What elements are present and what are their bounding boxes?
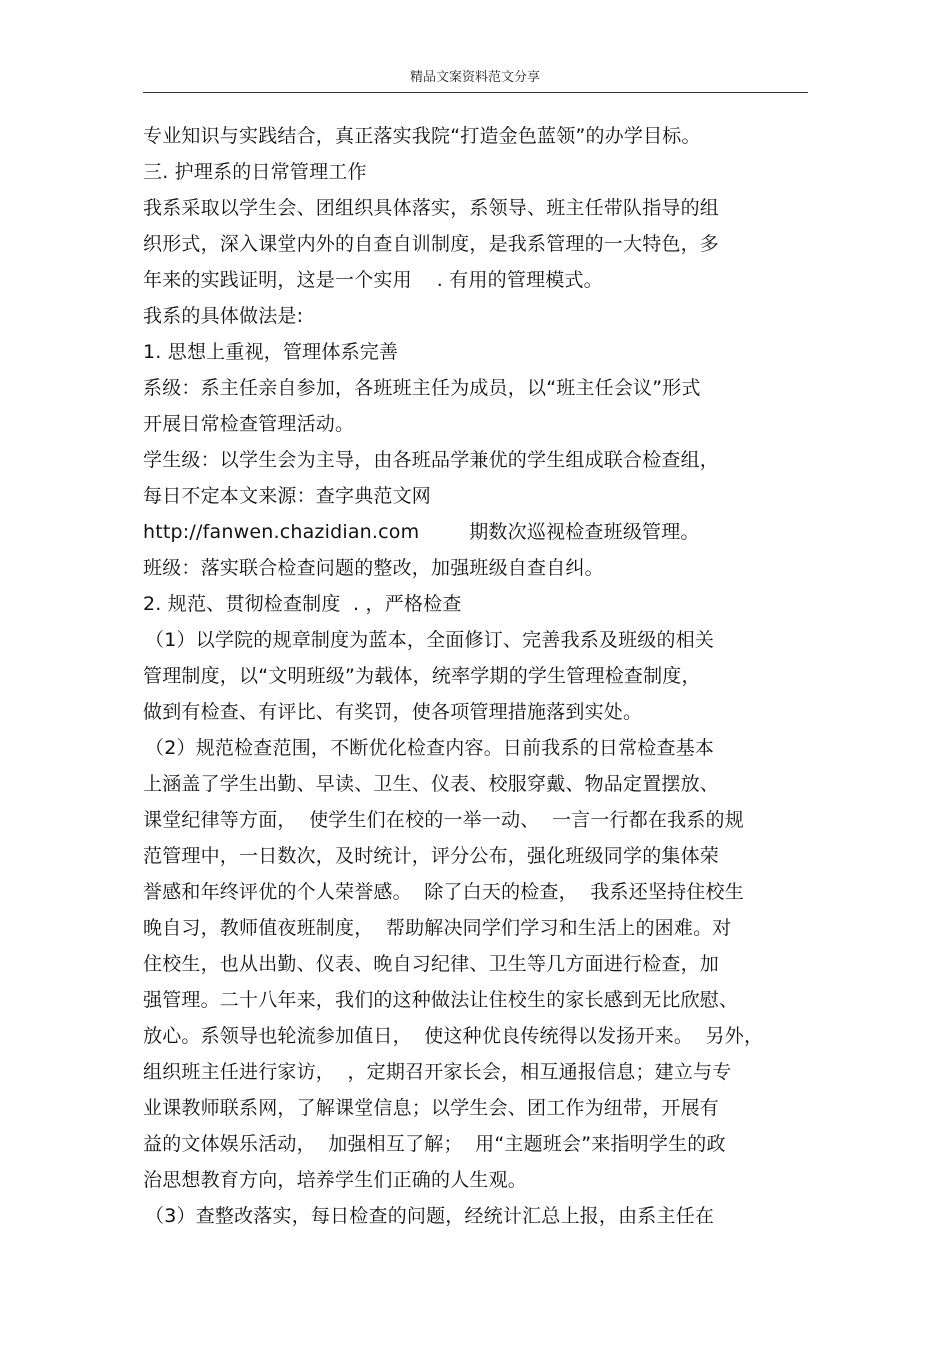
header-divider [143,92,808,93]
section-heading: 三. 护理系的日常管理工作 [143,161,367,183]
text-line: 班级：落实联合检查问题的整改，加强班级自查自纠。 [143,557,604,579]
text-line: 上涵盖了学生出勤、早读、卫生、仪表、校服穿戴、物品定置摆放、 [143,773,720,795]
text-line: 年来的实践证明，这是一个实用 . 有用的管理模式。 [143,269,603,291]
text-line: 誉感和年终评优的个人荣誉感。 除了白天的检查， 我系还坚持住校生 [143,881,744,903]
text-line: 放心。系领导也轮流参加值日， 使这种优良传统得以发扬开来。 另外， [143,1025,764,1047]
text-line: 范管理中，一日数次，及时统计，评分公布，强化班级同学的集体荣 [143,845,720,867]
text-line: 做到有检查、有评比、有奖罚，使各项管理措施落到实处。 [143,701,643,723]
text-line: 学生级：以学生会为主导，由各班品学兼优的学生组成联合检查组， [143,449,720,471]
text-line: 每日不定本文来源：查字典范文网 [143,485,432,507]
text-line: 我系的具体做法是: [143,305,304,327]
text-line: 专业知识与实践结合，真正落实我院“打造金色蓝领”的办学目标。 [143,125,701,147]
text-line: 治思想教育方向，培养学生们正确的人生观。 [143,1169,528,1191]
page-header-title: 精品文案资料范文分享 [409,70,540,85]
subsection-heading: 2. 规范、贯彻检查制度 . ，严格检查 [143,593,462,615]
text-line: 益的文体娱乐活动， 加强相互了解； 用“主题班会”来指明学生的政 [143,1133,726,1155]
text-line: 晚自习，教师值夜班制度， 帮助解决同学们学习和生活上的困难。对 [143,917,732,939]
text-line: 课堂纪律等方面， 使学生们在校的一举一动、 一言一行都在我系的规 [143,809,744,831]
text-line: （3）查整改落实，每日检查的问题，经统计汇总上报，由系主任在 [145,1205,715,1227]
text-line: 管理制度，以“文明班级”为载体，统率学期的学生管理检查制度， [143,665,701,687]
text-line: 住校生，也从出勤、仪表、晚自习纪律、卫生等几方面进行检查，加 [143,953,720,975]
document-body [143,118,823,1234]
text-line: 系级：系主任亲自参加，各班班主任为成员，以“班主任会议”形式 [143,377,701,399]
text-line: 织形式，深入课堂内外的自查自训制度，是我系管理的一大特色，多 [143,233,720,255]
text-line: （1）以学院的规章制度为蓝本，全面修订、完善我系及班级的相关 [145,629,715,651]
subsection-heading: 1. 思想上重视，管理体系完善 [143,341,399,363]
text-line: 组织班主任进行家访， ，定期召开家长会，相互通报信息；建立与专 [143,1061,732,1083]
text-line: 开展日常检查管理活动。 [143,413,355,435]
text-line: 业课教师联系网，了解课堂信息；以学生会、团工作为纽带，开展有 [143,1097,720,1119]
text-line-with-url: http://fanwen.chazidian.com 期数次巡视检查班级管理。 [143,521,700,543]
text-line: （2）规范检查范围，不断优化检查内容。日前我系的日常检查基本 [145,737,715,759]
text-line: 我系采取以学生会、团组织具体落实，系领导、班主任带队指导的组 [143,197,720,219]
text-line: 强管理。二十八年来，我们的这种做法让住校生的家长感到无比欣慰、 [143,989,739,1011]
